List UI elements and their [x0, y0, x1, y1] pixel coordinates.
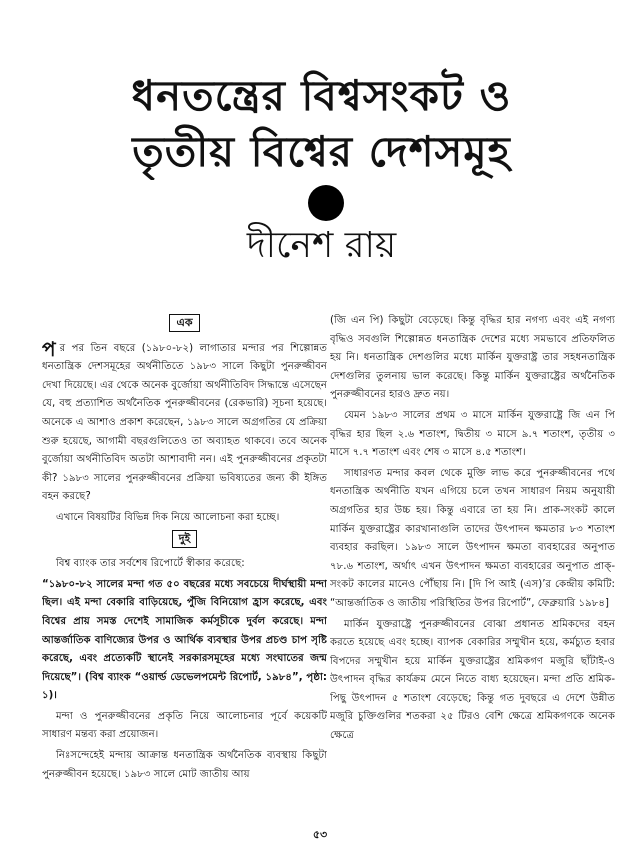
- left-column: [42, 312, 327, 832]
- paragraph: (জি এন পি) কিছুটা বেড়েছে। কিন্তু বৃদ্ধির হার নগণ্য এবং এই নগণ্য বৃদ্ধিও সবগুলি শিল্পোন্নত ধনতান্ত্রিক দেশের মধ্যে সমভাবে প্রতিফলিত হয় নি। ধনতান্ত্রিক দেশগুলির মধ্যে মার্কিন যুক্তরাষ্ট্র তার সহধনতান্ত্রিক দেশগুলির তুলনায় ভাল করেছে। কিন্তু মার্কিন যুক্তরাষ্ট্রের অর্থনৈতিক পুনরুজ্জীবনের হারও দ্রুত নয়।: [330, 315, 615, 401]
- paragraph: এখানে বিষয়টির বিভিন্ন দিক নিয়ে আলোচনা করা হচ্ছে।: [56, 511, 280, 523]
- paragraph-text: র পর তিন বছরে (১৯৮০-৮২) লাগাতার মন্দার পর শিল্পোন্নত ধনতান্ত্রিক দেশসমূহের অর্থনীতিতে ১৯৮৩ সালে কিছুটা পুনরুজ্জীবন দেখা দিয়েছে। এর থেকে অনেক বুর্জোয়া অর্থনীতিবিদ সিদ্ধান্তে এসেছেন যে, বহু প্রত্যাশিত অর্থনৈতিক পুনরুজ্জীবনের (রেকভারি) সূচনা হয়েছে। অনেকে এ আশাও প্রকাশ করেছেন, ১৯৮৩ সালে অগ্রগতির যে প্রক্রিয়া শুরু হয়েছে, আগামী বছরগুলিতেও তা অব্যাহত থাকবে। তবে অনেক বুর্জোয়া অর্থনীতিবিদ অতটা আশাবাদী নন। এই পুনরুজ্জীবনের প্রকৃতটা কী? ১৯৮৩ সালের পুনরুজ্জীবনের প্রক্রিয়া ভবিষ্যতের জন্য কী ইঙ্গিত বহন করছে?: [42, 342, 327, 503]
- quotation: “১৯৮০-৮২ সালের মন্দা গত ৫০ বছরের মধ্যে সবচেয়ে দীর্ঘস্থায়ী মন্দা ছিল। এই মন্দা বেকারি বাড়িয়েছে, পুঁজি বিনিয়োগ হ্রাস করেছে, এবং বিশ্বের প্রায় সমস্ত দেশেই সামাজিক কর্মসূচীকে দুর্বল করেছে। মন্দা আন্তর্জাতিক বাণিজ্যের উপর ও আর্থিক ব্যবস্থার উপর প্রচণ্ড চাপ সৃষ্টি করেছে, এবং প্রত্যেকটি স্থানেই সরকারসমূহের মধ্যে সংঘাতের জন্ম দিয়েছে”। (বিশ্ব ব্যাংক “ওয়ার্ল্ড ডেভেলপমেন্ট রিপোর্ট, ১৯৮৪”, পৃষ্ঠা: ১)।: [42, 578, 327, 702]
- paragraph: বিশ্ব ব্যাংক তার সর্বশেষ রিপোর্টে স্বীকার করেছে:: [56, 558, 245, 570]
- author-name: দীনেশ রায়: [246, 225, 397, 266]
- section-heading-2-label: দুই: [172, 530, 198, 548]
- paragraph: সাধারণত মন্দার কবল থেকে মুক্তি লাভ করে পুনরুজ্জীবনের পথে ধনতান্ত্রিক অর্থনীতি যখন এগিয়ে চলে তখন সাধারণ নিয়ম অনুযায়ী অগ্রগতির হার উচ্চ হয়। কিন্তু এবারে তা হয় নি। প্রাক-সংকট কালে মার্কিন যুক্তরাষ্ট্রের কারখানাগুলি তাদের উৎপাদন ক্ষমতার ৮৩ শতাংশ ব্যবহার করছিল। ১৯৮৩ সালে উৎপাদন ক্ষমতা ব্যবহারের অনুপাত ৭৮.৬ শতাংশ, অর্থাৎ এখন উৎপাদন ক্ষমতা ব্যবহারের অনুপাত প্রাক্-সংকট কালের মানেও পৌঁছায় নি। [দি পি আই (এস)’র কেন্দ্রীয় কমিটি: “আন্তর্জাতিক ও জাতীয় পরিস্থিতির উপর রিপোর্ট”, ফেব্রুয়ারি ১৯৮৪]: [330, 467, 615, 609]
- paragraph: [42, 336, 327, 507]
- paragraph: নিঃসন্দেহেই মন্দায় আক্রান্ত ধনতান্ত্রিক অর্থনৈতিক ব্যবস্থায় কিছুটা পুনরুজ্জীবন হয়েছে। ১৯৮৩ সালে মোট জাতীয় আয়: [42, 750, 327, 780]
- paragraph: মন্দা ও পুনরুজ্জীবনের প্রকৃতি নিয়ে আলোচনার পূর্বে কয়েকটি সাধারণ মন্তব্য করা প্রয়োজন।: [42, 710, 327, 741]
- right-column: [330, 312, 615, 832]
- paragraph: যেমন ১৯৮৩ সালের প্রথম ৩ মাসে মার্কিন যুক্তরাষ্ট্রে জি এন পি বৃদ্ধির হার ছিল ২.৬ শতাংশ, দ্বিতীয় ৩ মাসে ৯.৭ শতাংশ, তৃতীয় ৩ মাসে ৭.৭ শতাংশ এবং শেষ ৩ মাসে ৪.৫ শতাংশ।: [330, 409, 615, 459]
- section-heading-2: [42, 530, 327, 550]
- section-heading-1-label: এক: [169, 314, 199, 332]
- paragraph: মার্কিন যুক্তরাষ্ট্রে পুনরুজ্জীবনের বোঝা প্রধানত শ্রমিকদের বহন করতে হয়েছে এবং হচ্ছে। ব্যাপক বেকারির সম্মুখীন হয়ে, কর্মচ্যুত হবার বিপদের সম্মুখীন হয়ে মার্কিন যুক্তরাষ্ট্রের শ্রমিকগণ মজুরি ছাঁটাই-ও উৎপাদন বৃদ্ধির কার্যক্রম মেনে নিতে বাধ্য হয়েছেন। মন্দা প্রতি শ্রমিক-পিছু উৎপাদন ৫ শতাংশ বেড়েছে; কিন্তু গত দুবছরে এ দেশে উন্নীত মজুরি চুক্তিগুলির শতকরা ২৫ টিরও বেশি ক্ষেত্রে শ্রমিকগণকে অনেক ক্ষেত্রে: [330, 618, 615, 742]
- drop-cap: প: [42, 336, 56, 361]
- page-number: ৫৩: [312, 828, 328, 841]
- section-heading-1: [42, 314, 327, 334]
- decorative-dot: [308, 185, 344, 221]
- article-title-line2: তৃতীয় বিশ্বের দেশসমূহ: [132, 127, 511, 176]
- article-title-line1: ধনতন্ত্রের বিশ্বসংকট ও: [131, 71, 512, 120]
